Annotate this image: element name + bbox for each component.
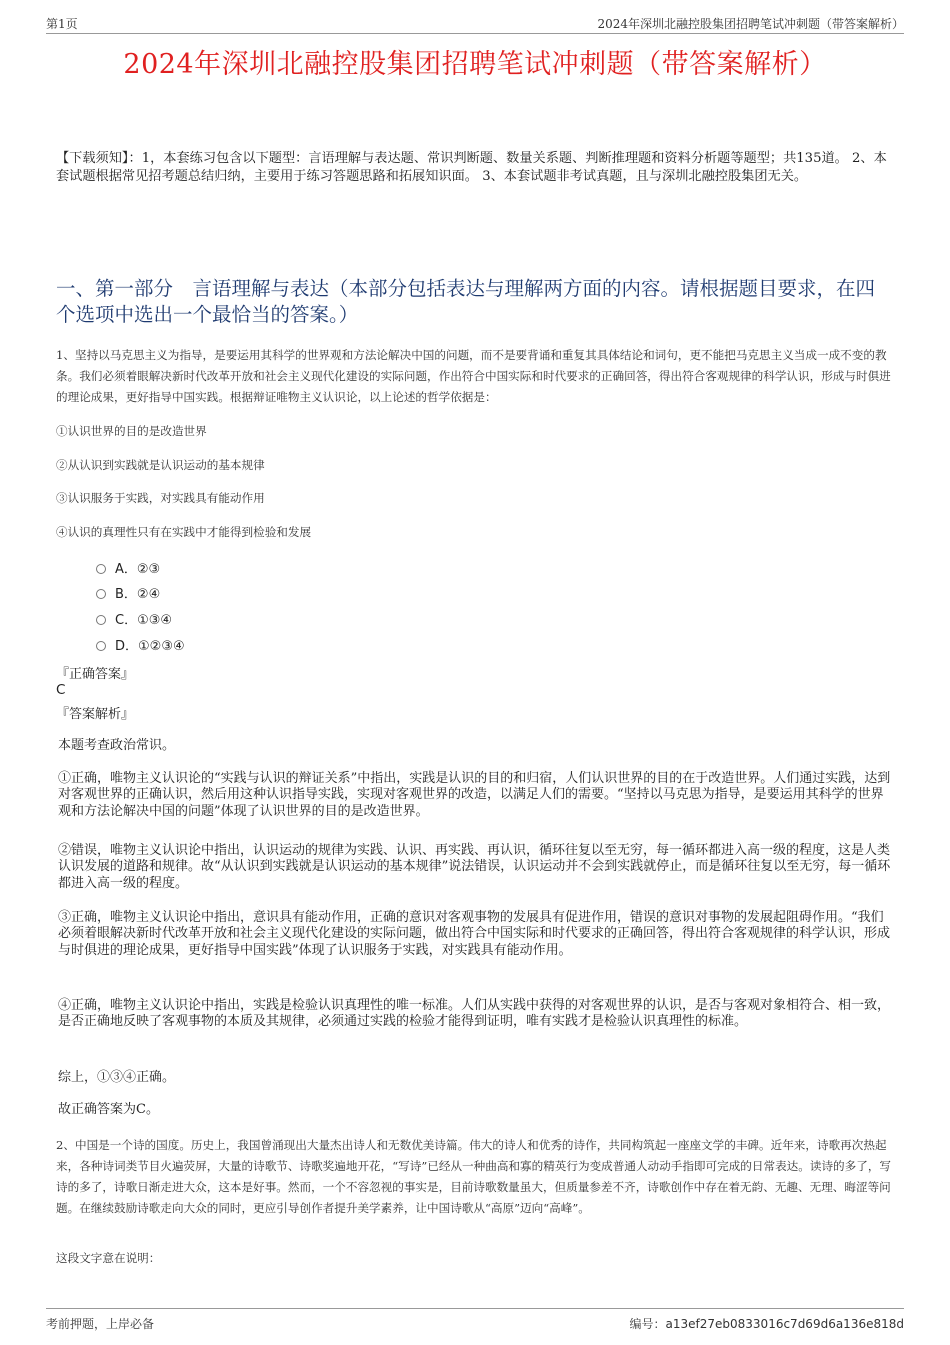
question-2-text: 2、中国是一个诗的国度。历史上，我国曾涌现出大量杰出诗人和无数优美诗篇。伟大的诗人和优秀的诗作，共同构筑起一座座文学的丰碑。近年来，诗歌再次热起来，各种诗词类节目火遍荧屏，大量的诗歌节、诗歌奖遍地开花，“写诗”已经从一种曲高和寡的精英行为变成普通人动动手指即可完成的日常表达。读诗的多了，写诗的多了，诗歌日渐走进大众，这本是好事。然而，一个不容忽视的事实是，目前诗歌数量虽大，但质量参差不齐，诗歌创作中存在着无韵、无趣、无理、晦涩等问题。在继续鼓励诗歌走向大众的同时，更应引导创作者提升美学素养，让中国诗歌从“高原”迈向“高峰”。 xyxy=(56,1138,892,1215)
question-2-prompt: 这段文字意在说明： xyxy=(56,1251,161,1265)
footer-code-label: 编号： xyxy=(629,1317,666,1331)
analysis-paragraph: ①正确，唯物主义认识论的“实践与认识的辩证关系”中指出，实践是认识的目的和归宿，人们认识世界的目的在于改造世界。人们通过实践，达到对客观世界的正确认识，然后用这种认识指导实践，实现对客观世界的改造，以满足人们的需要。“坚持以马克思为指导，是要运用其科学的世界观和方法论解决中国的问题”体现了认识世界的目的是改造世界。 xyxy=(58,771,891,819)
radio-icon[interactable] xyxy=(96,589,106,599)
statement-1: ①认识世界的目的是改造世界 xyxy=(56,424,207,438)
radio-icon[interactable] xyxy=(96,564,106,574)
option-a-label: A．②③ xyxy=(115,562,161,577)
option-c[interactable] xyxy=(96,609,172,628)
page-number: 第1页 xyxy=(46,17,78,31)
analysis-paragraph: ②错误，唯物主义认识论中指出，认识运动的规律为实践、认识、再实践、再认识，循环往复以至无穷，每一循环都进入高一级的程度，这是人类认识发展的道路和规律。故“从认识到实践就是认识运动的基本规律”说法错误，认识运动并不会到实践就停止，而是循环往复以至无穷，每一循环都进入高一级的程度。 xyxy=(58,843,891,891)
statement-2: ②从认识到实践就是认识运动的基本规律 xyxy=(56,458,265,472)
analysis-label: 『答案解析』 xyxy=(56,707,135,722)
option-b[interactable] xyxy=(96,583,160,602)
question-1-text: 1、坚持以马克思主义为指导，是要运用其科学的世界观和方法论解决中国的问题，而不是要背诵和重复其具体结论和词句，更不能把马克思主义当成一成不变的教条。我们必须着眼解决新时代改革开放和社会主义现代化建设的实际问题，作出符合中国实际和时代要求的正确回答，得出符合客观规律的科学认识，形成与时俱进的理论成果，更好指导中国实践。根据辩证唯物主义认识论，以上论述的哲学依据是： xyxy=(56,348,891,404)
page-footer xyxy=(46,1308,904,1333)
option-d[interactable] xyxy=(96,635,185,654)
radio-icon[interactable] xyxy=(96,641,106,651)
footer-code-value: a13ef27eb0833016c7d69d6a136e818d xyxy=(665,1317,904,1331)
section-title: 一、第一部分 言语理解与表达（本部分包括表达与理解两方面的内容。请根据题目要求，在四个选项中选出一个最恰当的答案。） xyxy=(56,277,876,326)
statement-3: ③认识服务于实践，对实践具有能动作用 xyxy=(56,491,265,505)
download-notice: 【下载须知】：1，本套练习包含以下题型：言语理解与表达题、常识判断题、数量关系题、判断推理题和资料分析题等题型；共135道。 2、本套试题根据常见招考题总结归纳，主要用于练习答题思路和拓展知识面。 3、本套试题非考试真题，且与深圳北融控股集团无关。 xyxy=(56,151,887,184)
analysis-paragraph: 故正确答案为C。 xyxy=(58,1102,159,1117)
answer-label: 『正确答案』 xyxy=(56,667,135,682)
analysis-paragraph: 本题考查政治常识。 xyxy=(58,738,176,753)
answer-value: C xyxy=(56,682,66,698)
footer-code xyxy=(630,1315,905,1332)
option-a[interactable] xyxy=(96,558,160,577)
page-header xyxy=(46,11,904,34)
radio-icon[interactable] xyxy=(96,615,106,625)
option-d-label: D．①②③④ xyxy=(115,639,185,654)
header-doc-title: 2024年深圳北融控股集团招聘笔试冲刺题（带答案解析） xyxy=(597,17,904,31)
footer-slogan: 考前押题，上岸必备 xyxy=(46,1317,155,1331)
analysis-paragraph: ④正确，唯物主义认识论中指出，实践是检验认识真理性的唯一标准。人们从实践中获得的对客观世界的认识，是否与客观对象相符合、相一致，是否正确地反映了客观事物的本质及其规律，必须通过实践的检验才能得到证明，唯有实践才是检验认识真理性的标准。 xyxy=(58,998,891,1030)
statement-4: ④认识的真理性只有在实践中才能得到检验和发展 xyxy=(56,525,312,539)
option-c-label: C．①③④ xyxy=(115,613,173,628)
analysis-paragraph: ③正确，唯物主义认识论中指出，意识具有能动作用，正确的意识对客观事物的发展具有促进作用，错误的意识对事物的发展起阻碍作用。“我们必须着眼解决新时代改革开放和社会主义现代化建设的实际问题，做出符合中国实际和时代要求的正确回答，得出符合客观规律的科学认识，形成与时俱进的理论成果，更好指导中国实践”体现了认识服务于实践，对实践具有能动作用。 xyxy=(58,910,891,958)
analysis-paragraph: 综上，①③④正确。 xyxy=(58,1070,176,1085)
document-title: 2024年深圳北融控股集团招聘笔试冲刺题（带答案解析） xyxy=(123,49,827,80)
option-b-label: B．②④ xyxy=(115,587,161,602)
